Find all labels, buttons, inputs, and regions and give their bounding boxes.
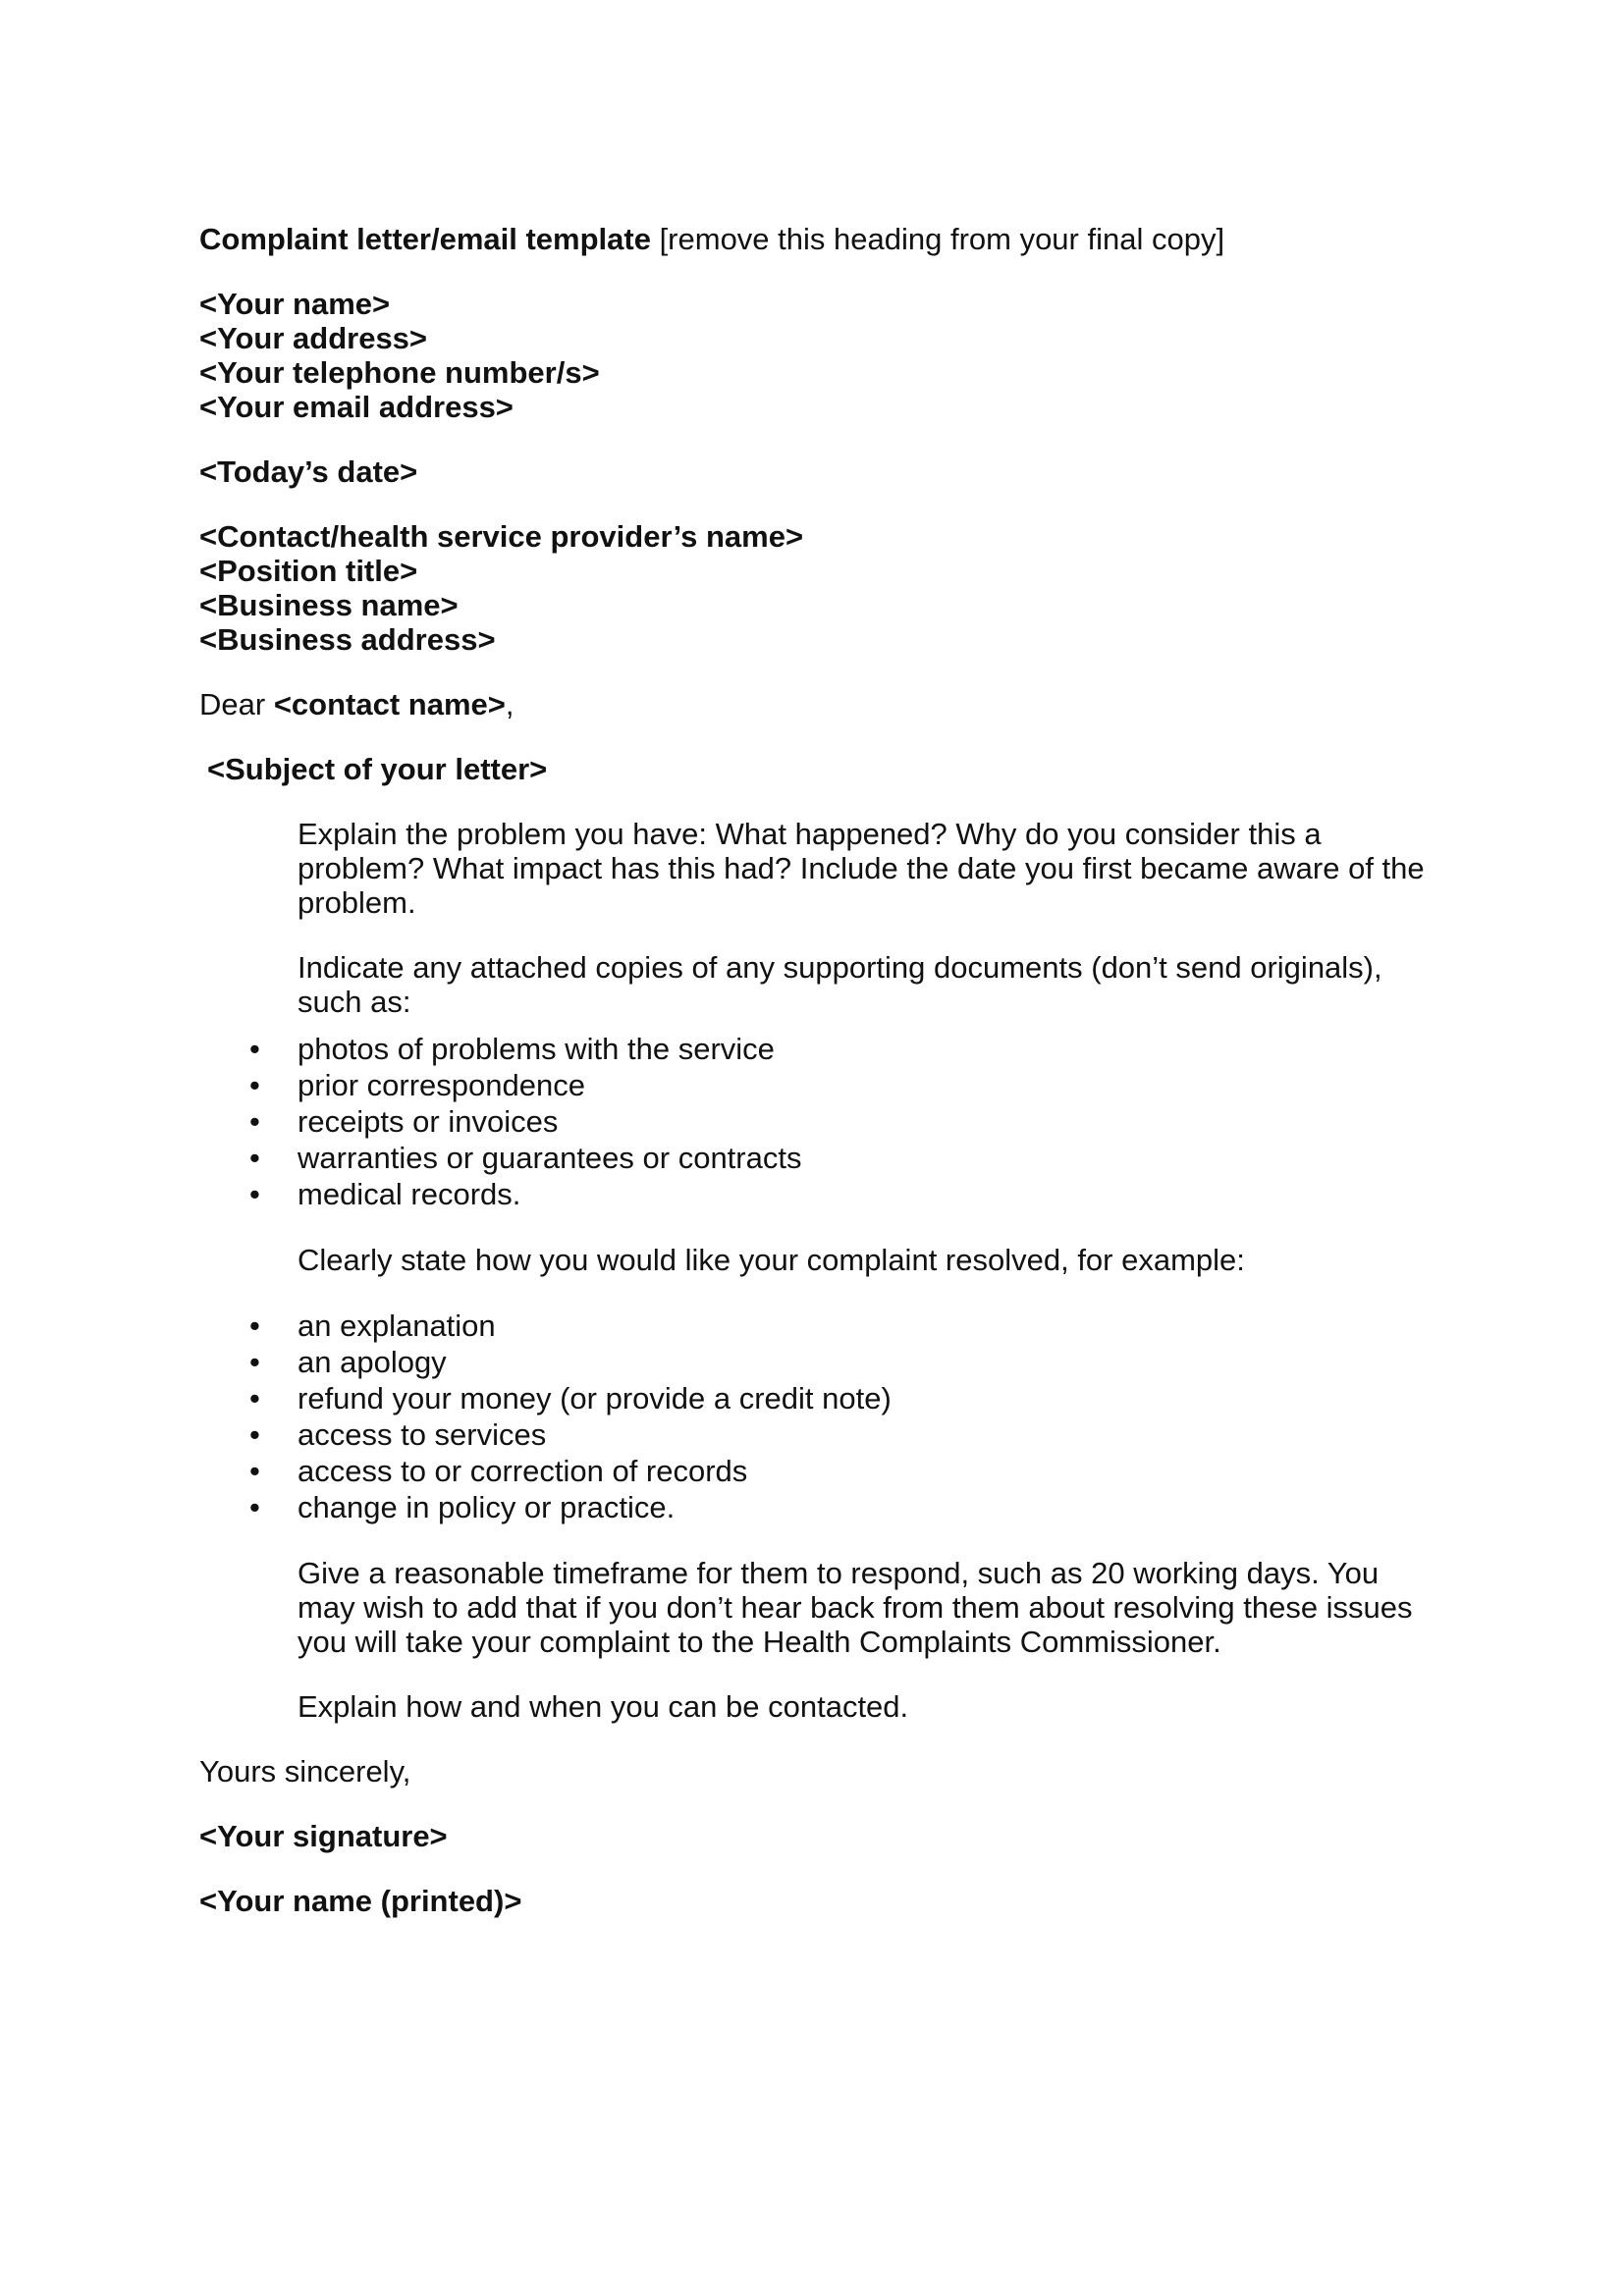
bullet-icon: • — [249, 1177, 260, 1211]
resolve-list — [199, 1308, 1427, 1525]
body-contact: Explain how and when you can be contacted. — [298, 1689, 909, 1724]
body-resolve-intro: Clearly state how you would like your complaint resolved, for example: — [298, 1243, 1245, 1277]
sender-name: <Your name> — [199, 287, 391, 321]
sender-address: <Your address> — [199, 321, 428, 355]
list-item: • refund your money (or provide a credit note) — [249, 1381, 892, 1415]
recipient-details — [199, 519, 1427, 657]
bullet-icon: • — [249, 1345, 260, 1379]
list-item: • an explanation — [249, 1308, 496, 1343]
signature: <Your signature> — [199, 1819, 448, 1853]
list-item: • change in policy or practice. — [249, 1490, 676, 1524]
bullet-icon: • — [249, 1417, 260, 1452]
bullet-icon: • — [249, 1490, 260, 1524]
list-item: • warranties or guarantees or contracts — [249, 1141, 802, 1175]
body-attach-intro: Indicate any attached copies of any supporting documents (don’t send originals), such as: — [298, 950, 1382, 1019]
salutation — [199, 687, 1427, 721]
letter-date: <Today’s date> — [199, 454, 418, 489]
letter-content — [199, 222, 1427, 1949]
body-timeframe: Give a reasonable timeframe for them to respond, such as 20 working days. You may wish to add that if you don’t hear back from them about resolving these issues you will take your complaint to the Health Complaints Commissioner. — [298, 1556, 1413, 1659]
list-item: • photos of problems with the service — [249, 1032, 775, 1066]
list-item: • access to or correction of records — [249, 1454, 748, 1488]
bullet-icon: • — [249, 1381, 260, 1415]
list-item: • medical records. — [249, 1177, 521, 1211]
salutation-prefix: Dear — [199, 687, 274, 721]
salutation-name: <contact name> — [273, 687, 506, 721]
list-item: • an apology — [249, 1345, 447, 1379]
bullet-icon: • — [249, 1104, 260, 1139]
sender-email: <Your email address> — [199, 390, 514, 424]
bullet-icon: • — [249, 1032, 260, 1066]
closing: Yours sincerely, — [199, 1754, 411, 1789]
attach-list — [199, 1031, 1427, 1212]
bullet-icon: • — [249, 1141, 260, 1175]
subject-line: <Subject of your letter> — [207, 752, 548, 786]
list-item: • access to services — [249, 1417, 547, 1452]
sender-telephone: <Your telephone number/s> — [199, 355, 600, 390]
recipient-business-address: <Business address> — [199, 622, 496, 657]
bullet-icon: • — [249, 1454, 260, 1488]
bullet-icon: • — [249, 1308, 260, 1343]
bullet-icon: • — [249, 1068, 260, 1102]
recipient-business-name: <Business name> — [199, 588, 459, 622]
body-explain: Explain the problem you have: What happened? Why do you consider this a problem? What impact has this had? Include the date you first became aware of the problem. — [298, 817, 1425, 920]
recipient-name: <Contact/health service provider’s name> — [199, 519, 804, 554]
template-title: Complaint letter/email template — [199, 222, 651, 256]
list-item: • prior correspondence — [249, 1068, 585, 1102]
template-heading — [199, 222, 1427, 256]
letter-body — [249, 817, 1427, 1724]
printed-name: <Your name (printed)> — [199, 1884, 522, 1918]
recipient-position: <Position title> — [199, 554, 418, 588]
sender-details — [199, 287, 1427, 424]
list-item: • receipts or invoices — [249, 1104, 559, 1139]
salutation-suffix: , — [505, 687, 514, 721]
template-note: [remove this heading from your final copy] — [650, 222, 1225, 256]
